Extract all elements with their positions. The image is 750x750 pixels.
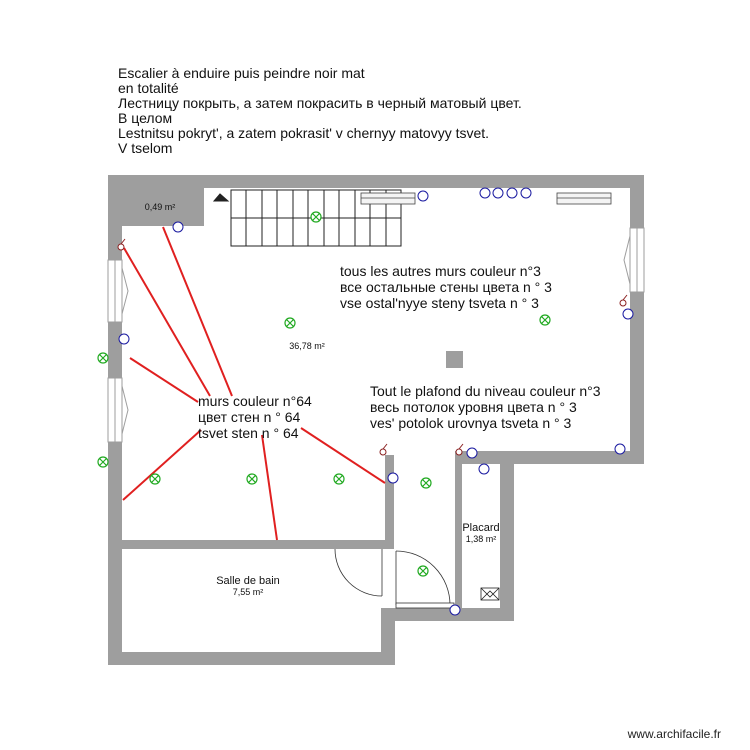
outlet-icon (479, 464, 489, 474)
outlet-icon (173, 222, 183, 232)
radiator-left (361, 193, 415, 204)
doors (335, 549, 454, 608)
outlet-icon (615, 444, 625, 454)
door-entrance (396, 551, 450, 605)
note-line: tous les autres murs couleur n°3 (340, 263, 541, 279)
outlet-icon (388, 473, 398, 483)
note-line: V tselom (118, 140, 173, 156)
outlet-icon (119, 334, 129, 344)
switch-icon (456, 449, 462, 455)
note-line: весь потолок уровня цвета n ° 3 (370, 399, 577, 415)
area-label: 7,55 m² (232, 587, 264, 597)
outlet-icon (418, 191, 428, 201)
wall-bathroom-top (122, 540, 392, 549)
room-name: Placard (462, 522, 500, 534)
note-line: en totalité (118, 80, 179, 96)
hanger-icon (481, 588, 499, 600)
switch-icon (118, 244, 124, 250)
note-line: Lestnitsu pokryt', a zatem pokrasit' v chernyy matovyy tsvet. (118, 125, 490, 141)
area-label: 1,38 m² (465, 534, 497, 544)
wall-bottom-right (381, 608, 514, 621)
closet-label (458, 522, 504, 544)
brand-footer[interactable]: www.archifacile.fr (627, 727, 721, 741)
main-room-area (272, 341, 342, 351)
wall-right (630, 175, 644, 464)
outlet-icon (450, 605, 460, 615)
outlet-icon (521, 188, 531, 198)
door-bathroom (335, 549, 382, 596)
red-walls-note (198, 393, 312, 441)
wall-step-horizontal (455, 451, 644, 464)
radiator-right (557, 193, 611, 204)
walls-note (340, 263, 552, 311)
wall-top (108, 175, 644, 188)
note-line: все остальные стены цвета n ° 3 (340, 279, 552, 295)
note-line: В целом (118, 110, 173, 126)
bathroom-label (200, 575, 296, 597)
outlet-icon (623, 309, 633, 319)
note-line: цвет стен n ° 64 (198, 409, 301, 425)
note-line: tsvet sten n ° 64 (198, 425, 299, 441)
note-line: vse ostal'nyye steny tsveta n ° 3 (340, 295, 539, 311)
wall-inner-vertical (385, 455, 394, 549)
switch-icon (380, 449, 386, 455)
small-room-area (132, 202, 188, 212)
note-line: ves' potolok urovnya tsveta n ° 3 (370, 415, 572, 431)
outlet-icon (480, 188, 490, 198)
note-line: Escalier à enduire puis peindre noir mat (118, 65, 365, 81)
area-label: 0,49 m² (144, 202, 176, 212)
outlet-icon (493, 188, 503, 198)
room-name: Salle de bain (216, 575, 280, 587)
pillar (446, 351, 463, 368)
switch-icon (620, 300, 626, 306)
note-line: murs couleur n°64 (198, 393, 312, 409)
note-line: Tout le plafond du niveau couleur n°3 (370, 383, 601, 399)
note-line: Лестницу покрыть, а затем покрасить в черный матовый цвет. (118, 95, 522, 111)
wall-bottom-left (108, 652, 395, 665)
ceiling-note (370, 383, 601, 431)
area-label: 36,78 m² (289, 341, 325, 351)
outlet-icon (507, 188, 517, 198)
outlet-icon (467, 448, 477, 458)
stair-note (118, 66, 522, 156)
